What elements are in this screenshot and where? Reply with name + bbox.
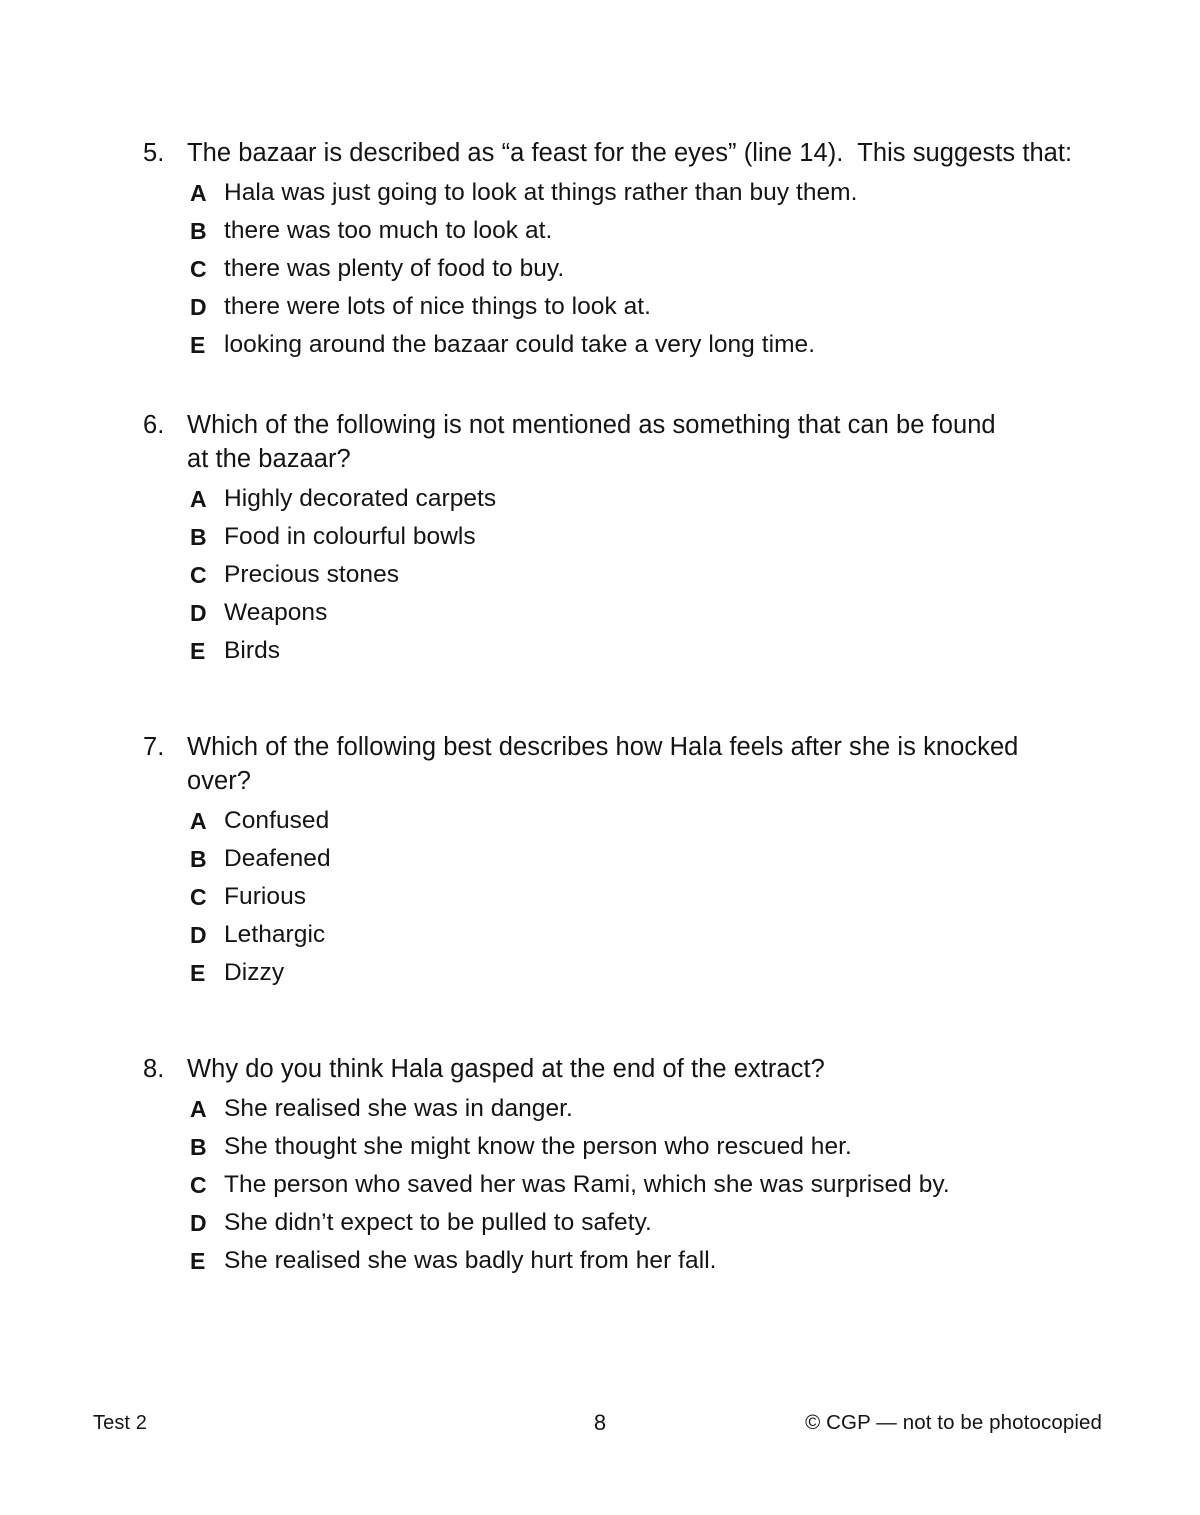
question-stem	[143, 408, 1073, 476]
question-text: Which of the following is not mentioned as something that can be found at the bazaar?	[187, 411, 996, 473]
option-text: She realised she was badly hurt from her fall.	[224, 1247, 717, 1274]
option-text: Hala was just going to look at things rather than buy them.	[224, 179, 858, 206]
option-letter: A	[190, 486, 207, 512]
option-row[interactable]	[143, 596, 1073, 634]
question-number: 6.	[143, 411, 165, 439]
option-text: Furious	[224, 883, 307, 910]
option-list	[143, 482, 1073, 672]
option-letter: C	[190, 884, 207, 910]
question-item	[143, 136, 1073, 366]
footer-test-label: Test 2	[93, 1412, 147, 1434]
option-text: She didn’t expect to be pulled to safety.	[224, 1209, 652, 1236]
question-stem	[143, 730, 1073, 798]
option-row[interactable]	[143, 918, 1073, 956]
option-letter: A	[190, 180, 207, 206]
option-text: there was too much to look at.	[224, 217, 553, 244]
question-number: 5.	[143, 139, 165, 167]
option-text: She thought she might know the person who rescued her.	[224, 1133, 852, 1160]
question-list	[143, 136, 1073, 1282]
option-text: Food in colourful bowls	[224, 523, 476, 550]
option-letter: D	[190, 922, 207, 948]
option-letter: E	[190, 638, 206, 664]
option-row[interactable]	[143, 290, 1073, 328]
option-letter: A	[190, 1096, 207, 1122]
option-row[interactable]	[143, 558, 1073, 596]
option-letter: E	[190, 1248, 206, 1274]
option-letter: D	[190, 294, 207, 320]
option-row[interactable]	[143, 804, 1073, 842]
question-stem	[143, 1052, 1073, 1086]
question-item	[143, 1052, 1073, 1282]
footer-copyright: © CGP — not to be photocopied	[805, 1411, 1102, 1434]
option-text: Highly decorated carpets	[224, 485, 497, 512]
page-footer	[0, 1408, 1200, 1454]
option-row[interactable]	[143, 956, 1073, 994]
option-text: Precious stones	[224, 561, 400, 588]
option-letter: B	[190, 1134, 207, 1160]
question-text: Why do you think Hala gasped at the end of the extract?	[187, 1055, 825, 1083]
page-number: 8	[593, 1410, 607, 1435]
option-row[interactable]	[143, 176, 1073, 214]
option-row[interactable]	[143, 1168, 1073, 1206]
option-row[interactable]	[143, 634, 1073, 672]
option-row[interactable]	[143, 1244, 1073, 1282]
option-letter: C	[190, 1172, 207, 1198]
option-text: Birds	[224, 637, 281, 664]
question-text: The bazaar is described as “a feast for the eyes” (line 14). This suggests that:	[187, 139, 1073, 167]
option-letter: B	[190, 218, 207, 244]
option-text: Deafened	[224, 845, 331, 872]
option-letter: A	[190, 808, 207, 834]
option-letter: E	[190, 332, 206, 358]
option-row[interactable]	[143, 252, 1073, 290]
option-text: The person who saved her was Rami, which she was surprised by.	[224, 1171, 950, 1198]
option-text: Lethargic	[224, 921, 326, 948]
option-row[interactable]	[143, 880, 1073, 918]
option-letter: E	[190, 960, 206, 986]
option-row[interactable]	[143, 1206, 1073, 1244]
question-item	[143, 408, 1073, 672]
option-row[interactable]	[143, 328, 1073, 366]
option-letter: B	[190, 846, 207, 872]
option-letter: B	[190, 524, 207, 550]
option-row[interactable]	[143, 1130, 1073, 1168]
option-text: She realised she was in danger.	[224, 1095, 573, 1122]
question-number: 8.	[143, 1055, 165, 1083]
option-letter: C	[190, 562, 207, 588]
option-list	[143, 176, 1073, 366]
question-item	[143, 730, 1073, 994]
question-stem	[143, 136, 1073, 170]
option-list	[143, 1092, 1073, 1282]
option-row[interactable]	[143, 482, 1073, 520]
option-text: there were lots of nice things to look at.	[224, 293, 651, 320]
option-text: Confused	[224, 807, 330, 834]
option-letter: C	[190, 256, 207, 282]
question-text: Which of the following best describes how Hala feels after she is knocked over?	[187, 733, 1026, 795]
option-text: Weapons	[224, 599, 328, 626]
option-text: Dizzy	[224, 959, 285, 986]
option-row[interactable]	[143, 1092, 1073, 1130]
option-row[interactable]	[143, 842, 1073, 880]
option-row[interactable]	[143, 520, 1073, 558]
option-text: there was plenty of food to buy.	[224, 255, 565, 282]
question-number: 7.	[143, 733, 165, 761]
option-letter: D	[190, 1210, 207, 1236]
option-row[interactable]	[143, 214, 1073, 252]
option-letter: D	[190, 600, 207, 626]
option-list	[143, 804, 1073, 994]
option-text: looking around the bazaar could take a very long time.	[224, 331, 816, 358]
